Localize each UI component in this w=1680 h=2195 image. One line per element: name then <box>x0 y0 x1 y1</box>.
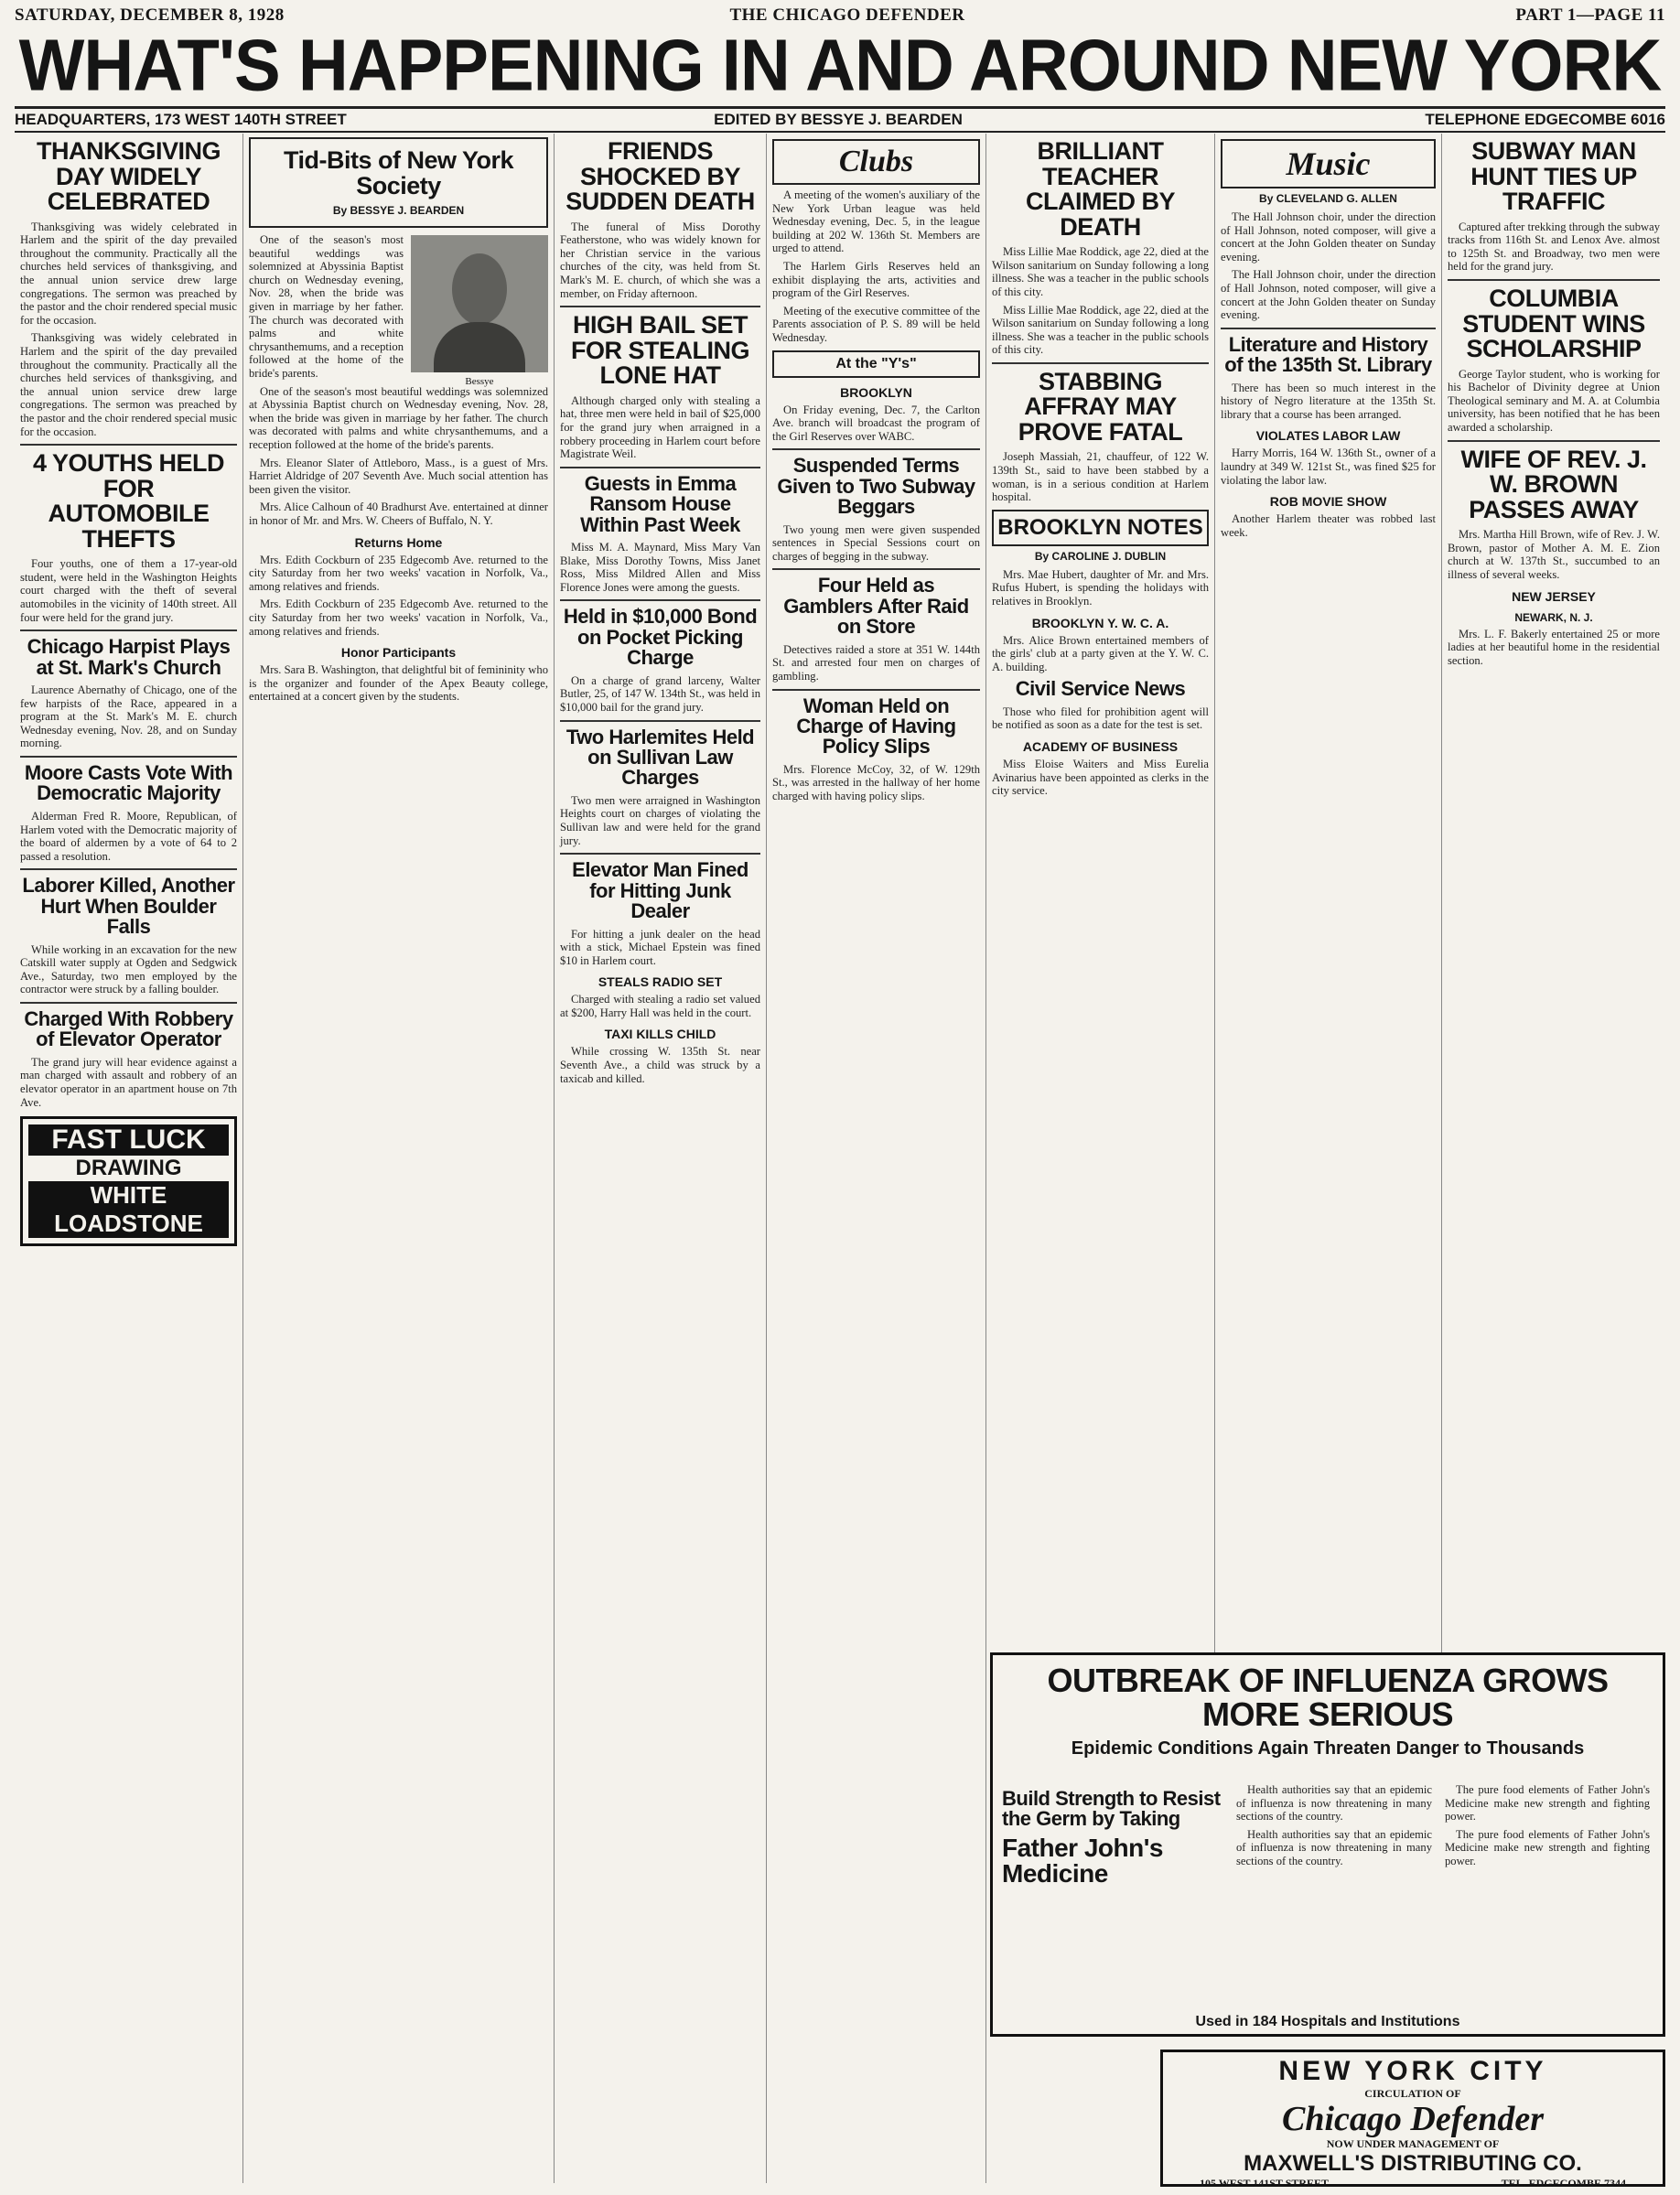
influenza-headline: OUTBREAK OF INFLUENZA GROWS MORE SERIOUS <box>1047 1662 1609 1733</box>
article-wedding: One of the season's most beautiful weddings was solemnized at Abyssinia Baptist church on Wednesday evening, Nov. 28, when the bride was given in marriage by her father. The church was decorated with palms and white chrysanthemums, and a reception followed at the home of the bride's parents. <box>249 233 404 380</box>
divider <box>560 720 760 722</box>
father-johns-brand: Father John's Medicine <box>1002 1833 1163 1888</box>
society-box <box>249 137 548 228</box>
subhead-radio: STEALS RADIO SET <box>598 974 723 990</box>
article-teacher-2: Miss Lillie Mae Roddick, age 22, died at the Wilson sanitarium on Sunday following a long illness. She was a teacher in the public schools of this city. <box>992 303 1209 357</box>
divider <box>20 629 237 631</box>
article-stabbing: Joseph Massiah, 21, chauffeur, of 122 W. 139th St., said to have been stabbed by a woman, is in a serious condition at Harlem hospital. <box>992 450 1209 504</box>
headline-friends: FRIENDS SHOCKED BY SUDDEN DEATH <box>565 137 755 216</box>
paper-name: THE CHICAGO DEFENDER <box>729 5 965 25</box>
article-labor: Harry Morris, 164 W. 136th St., owner of a laundry at 349 W. 121st St., was fined $25 for violating the labor law. <box>1221 447 1436 487</box>
headline-youths: 4 YOUTHS HELD FOR AUTOMOBILE THEFTS <box>32 449 225 553</box>
influenza-text-2: The pure food elements of Father John's Medicine make new strength and fighting power. <box>1445 1783 1650 1824</box>
article-slater: Mrs. Eleanor Slater of Attleboro, Mass., is a guest of Mrs. Harriet Aldridge of 207 Seventh Ave. Much social attention has been given the visitor. <box>249 456 548 496</box>
divider <box>772 568 980 570</box>
divider <box>992 362 1209 364</box>
column-3 <box>555 134 767 2183</box>
headline-sullivan: Two Harlemites Held on Sullivan Law Charges <box>565 725 755 790</box>
portrait-face <box>452 253 507 325</box>
influenza-text-1b: Health authorities say that an epidemic of influenza is now threatening in many sections of the country. <box>1236 1827 1432 1867</box>
headline-moore: Moore Casts Vote With Democratic Majority <box>24 761 233 805</box>
divider <box>560 467 760 468</box>
divider <box>1448 440 1660 442</box>
ad-line-3: WHITE LOADSTONE <box>28 1181 229 1238</box>
subhead-academy: ACADEMY OF BUSINESS <box>1022 739 1179 755</box>
article-columbia: George Taylor student, who is working for his Bachelor of Divinity degree at Union Theological seminary and M. A. at Columbia university, has been notified that he has been awarded a scholarship. <box>1448 367 1660 434</box>
headline-laborer: Laborer Killed, Another Hurt When Boulder Falls <box>22 874 235 939</box>
influenza-right <box>1445 1783 1650 1873</box>
nyc-company: MAXWELL'S DISTRIBUTING CO. <box>1244 2151 1582 2176</box>
article-civil-service: Those who filed for prohibition agent will be notified as soon as a date for the test is set. <box>992 705 1209 732</box>
portrait-photo <box>411 235 548 388</box>
column-7 <box>1442 134 1665 1652</box>
issue-date: SATURDAY, DECEMBER 8, 1928 <box>15 5 285 25</box>
divider <box>772 689 980 691</box>
divider <box>1221 328 1436 329</box>
column-1 <box>15 134 243 2183</box>
article-subway: Captured after trekking through the subway tracks from 116th St. and Lenox Ave. almost to 125th St. and Broadway, two men were held for the grand jury. <box>1448 220 1660 274</box>
ys-banner: At the "Y's" <box>772 350 980 378</box>
nyc-telephone: TEL. EDGECOMBE 7344 <box>1501 2177 1626 2190</box>
page-number: PART 1—PAGE 11 <box>1515 5 1665 25</box>
nyc-address: 105 WEST 141ST STREET <box>1200 2177 1330 2190</box>
influenza-text-2b: The pure food elements of Father John's Medicine make new strength and fighting power. <box>1445 1827 1650 1867</box>
article-bond: On a charge of grand larceny, Walter Butler, 25, of 147 W. 134th St., was held in $10,000 bail for the grand jury. <box>560 673 760 714</box>
ad-line-2: DRAWING <box>75 1156 182 1181</box>
influenza-left <box>1002 1783 1222 1893</box>
headline-columbia: COLUMBIA STUDENT WINS SCHOLARSHIP <box>1462 284 1645 363</box>
byline-society: By BESSYE J. BEARDEN <box>332 204 465 218</box>
headline-society: Tid-Bits of New York Society <box>283 146 514 199</box>
divider <box>20 1002 237 1004</box>
article-urban-league: A meeting of the women's auxiliary of the New York Urban league was held Wednesday evening, Dec. 5, in the league building at 202 W. 136th St. Members are urged to attend. <box>772 188 980 255</box>
article-girl-reserves: The Harlem Girls Reserves held an exhibit displaying the arts, activities and program of the Girl Reserves. <box>772 259 980 300</box>
influenza-ad <box>990 1652 1665 2037</box>
subhead-brooklyn: BROOKLYN <box>840 384 912 400</box>
article-hall-johnson-2: The Hall Johnson choir, under the direction of Hall Johnson, noted composer, will give a concert at the John Golden theater on Sunday evening. <box>1221 268 1436 322</box>
headline-gamblers: Four Held as Gamblers After Raid on Store <box>783 574 969 639</box>
portrait-body <box>434 322 525 372</box>
article-robbery: The grand jury will hear evidence against a man charged with assault and robbery of an elevator operator in an apartment house on 7th Ave. <box>20 1055 237 1109</box>
photo-caption: Bessye <box>465 376 494 388</box>
influenza-subhead: Epidemic Conditions Again Threaten Danger to Thousands <box>1071 1738 1585 1759</box>
article-carlton: On Friday evening, Dec. 7, the Carlton Ave. branch will broadcast the program of the Girl Reserves over WABC. <box>772 403 980 443</box>
column-6 <box>1215 134 1442 1652</box>
subhead-ywca: BROOKLYN Y. W. C. A. <box>1031 615 1169 630</box>
masthead: WHAT'S HAPPENING IN AND AROUND NEW YORK <box>18 24 1662 107</box>
headline-wife: WIFE OF REV. J. W. BROWN PASSES AWAY <box>1460 445 1647 523</box>
brooklyn-notes-banner: BROOKLYN NOTES <box>992 510 1209 546</box>
headline-ransom: Guests in Emma Ransom House Within Past Week <box>580 471 740 536</box>
article-elevator: For hitting a junk dealer on the head with a stick, Michael Epstein was fined $10 in Harlem court. <box>560 927 760 967</box>
editor-line: EDITED BY BESSYE J. BEARDEN <box>714 111 963 128</box>
article-thanksgiving: Thanksgiving was widely celebrated in Harlem and the spirit of the day prevailed throughout the community. Practically all the churches held services of thanksgiving, and the annual union service drew large congregations. The sermon was preached by the pastor and the choir rendered special music for the occasion. <box>20 220 237 327</box>
article-policy: Mrs. Florence McCoy, 32, of W. 129th St., was arrested in the hallway of her home charged with having policy slips. <box>772 762 980 802</box>
article-parents: Meeting of the executive committee of the Parents association of P. S. 89 will be held Wednesday. <box>772 304 980 344</box>
article-beggars: Two young men were given suspended sentences in Special Sessions court on charges of begging in the subway. <box>772 522 980 563</box>
subhead-returns: Returns Home <box>354 534 443 550</box>
article-laborer: While working in an excavation for the new Catskill water supply at Ogden and Sedgwick Ave., Saturday, two men employed by the contractor were struck by a falling boulder. <box>20 942 237 996</box>
column-5 <box>986 134 1215 1652</box>
article-cockburn-2: Mrs. Edith Cockburn of 235 Edgecomb Ave. returned to the city Saturday from her two weeks' vacation in Norfolk, Va., among relatives and friends. <box>249 597 548 638</box>
article-library: There has been so much interest in the history of Negro literature at the 135th St. library that a course has been arranged. <box>1221 381 1436 421</box>
article-thanksgiving-2: Thanksgiving was widely celebrated in Harlem and the spirit of the day prevailed throughout the community. Practically all the churches held services of thanksgiving, and the annual union service drew large congregations. The sermon was preached by the pastor and the choir rendered special music for the occasion. <box>20 331 237 438</box>
article-ywca: Mrs. Alice Brown entertained members of the girls' club at a party given at the Y. W. C. A. building. <box>992 633 1209 673</box>
article-hubert: Mrs. Mae Hubert, daughter of Mr. and Mrs. Rufus Hubert, is spending the holidays with relatives in Brooklyn. <box>992 567 1209 608</box>
headline-bond: Held in $10,000 Bond on Pocket Picking Charge <box>563 605 758 670</box>
article-teacher: Miss Lillie Mae Roddick, age 22, died at the Wilson sanitarium on Sunday following a long illness. She was a teacher in the public schools of this city. <box>992 245 1209 298</box>
article-bail: Although charged only with stealing a hat, three men were held in bail of $25,000 for the grand jury when arraigned in a robbery proceeding in Harlem court before Magistrate Weil. <box>560 393 760 461</box>
headline-harpist: Chicago Harpist Plays at St. Mark's Church <box>27 635 231 679</box>
article-ransom: Miss M. A. Maynard, Miss Mary Van Blake, Miss Dorothy Towns, Miss Janet Ross, Miss Mildred Allen and Miss Florence Jones were among the guests. <box>560 541 760 594</box>
divider <box>560 306 760 307</box>
nyc-contact <box>1163 2177 1663 2191</box>
subhead-movie: ROB MOVIE SHOW <box>1269 494 1387 510</box>
headline-library: Literature and History of the 135th St. Library <box>1224 332 1432 377</box>
nyc-paper-logo: Chicago Defender <box>1281 2100 1545 2138</box>
subhead-newark: NEWARK, N. J. <box>1514 610 1593 624</box>
headline-teacher: BRILLIANT TEACHER CLAIMED BY DEATH <box>1026 137 1175 241</box>
headline-stabbing: STABBING AFFRAY MAY PROVE FATAL <box>1018 367 1183 446</box>
influenza-footer: Used in 184 Hospitals and Institutions <box>1195 2014 1460 2029</box>
byline-music: By CLEVELAND G. ALLEN <box>1259 192 1397 205</box>
nyc-management: NOW UNDER MANAGEMENT OF <box>1326 2137 1500 2150</box>
headline-policy: Woman Held on Charge of Having Policy Slips <box>796 694 956 759</box>
divider <box>20 868 237 870</box>
article-hall-johnson: The Hall Johnson choir, under the direction of Hall Johnson, noted composer, will give a concert at the John Golden theater on Sunday evening. <box>1221 210 1436 264</box>
nyc-circulation-ad <box>1160 2050 1665 2190</box>
article-radio: Charged with stealing a radio set valued at $200, Harry Hall was held in the court. <box>560 993 760 1019</box>
influenza-text-1: Health authorities say that an epidemic of influenza is now threatening in many sections of the country. <box>1236 1783 1432 1824</box>
subhead-new-jersey: NEW JERSEY <box>1512 588 1596 604</box>
article-wife: Mrs. Martha Hill Brown, wife of Rev. J. W. Brown, pastor of Mother A. M. E. Zion church at W. 137th St., succumbed to an illness of several weeks. <box>1448 528 1660 581</box>
music-banner: Music <box>1221 139 1436 188</box>
article-wedding-2: One of the season's most beautiful weddings was solemnized at Abyssinia Baptist church on Wednesday evening, Nov. 28, when the bride was given in marriage by her father. The church was decorated with palms and white chrysanthemums, and a reception followed at the home of the bride's parents. <box>249 384 548 451</box>
article-newark: Mrs. L. F. Bakerly entertained 25 or more ladies at her beautiful home in the residential section. <box>1448 627 1660 667</box>
influenza-strength: Build Strength to Resist the Germ by Taking <box>1002 1787 1221 1831</box>
article-moore: Alderman Fred R. Moore, Republican, of Harlem voted with the Democratic majority of the board of aldermen by a vote of 64 to 2 passed a resolution. <box>20 809 237 863</box>
headline-robbery: Charged With Robbery of Elevator Operator <box>24 1006 233 1051</box>
ad-line-1: FAST LUCK <box>28 1124 229 1156</box>
article-youths: Four youths, one of them a 17-year-old student, were held in the Washington Heights court charged with the theft of several automobiles in the vicinity of 140th street. All four were held for the grand jury. <box>20 557 237 624</box>
article-gamblers: Detectives raided a store at 351 W. 144th St. and arrested four men on charges of gambling. <box>772 642 980 683</box>
divider <box>1448 279 1660 281</box>
headline-subway: SUBWAY MAN HUNT TIES UP TRAFFIC <box>1470 137 1637 216</box>
headline-elevator: Elevator Man Fined for Hitting Junk Dealer <box>572 858 748 923</box>
subhead-labor: VIOLATES LABOR LAW <box>1255 428 1401 444</box>
divider <box>560 853 760 855</box>
article-calhoun: Mrs. Alice Calhoun of 40 Bradhurst Ave. entertained at dinner in honor of Mr. and Mrs. W. Cheers of Buffalo, N. Y. <box>249 500 548 527</box>
headline-beggars: Suspended Terms Given to Two Subway Beggars <box>777 454 975 519</box>
influenza-middle <box>1236 1783 1432 1873</box>
headquarters: HEADQUARTERS, 173 WEST 140TH STREET <box>15 111 347 128</box>
divider <box>20 444 237 446</box>
sub-header <box>15 106 1665 133</box>
column-4 <box>767 134 986 2183</box>
nyc-circulation: CIRCULATION OF <box>1364 2087 1461 2100</box>
subhead-taxi: TAXI KILLS CHILD <box>604 1027 716 1042</box>
article-sullivan: Two men were arraigned in Washington Heights court on charges of violating the Sullivan law and were held for the grand jury. <box>560 793 760 847</box>
clubs-banner: Clubs <box>772 139 980 185</box>
divider <box>560 599 760 601</box>
column-2 <box>243 134 555 2183</box>
telephone: TELEPHONE EDGECOMBE 6016 <box>1425 111 1665 128</box>
article-taxi: While crossing W. 135th St. near Seventh Ave., a child was struck by a taxicab and killed. <box>560 1045 760 1085</box>
article-harpist: Laurence Abernathy of Chicago, one of the few harpists of the Race, appeared in a program at the St. Mark's M. E. church Wednesday evening, Nov. 28, and on Sunday morning. <box>20 683 237 750</box>
divider <box>20 756 237 758</box>
subhead-honor: Honor Participants <box>340 645 457 661</box>
article-academy: Miss Eloise Waiters and Miss Eurelia Avinarius have been appointed as clerks in the city service. <box>992 758 1209 798</box>
article-washington: Mrs. Sara B. Washington, that delightful bit of femininity who is the organizer and founder of the Apex Beauty college, entertained at a concert given by the students. <box>249 663 548 704</box>
headline-bail: HIGH BAIL SET FOR STEALING LONE HAT <box>571 311 749 390</box>
article-movie: Another Harlem theater was robbed last week. <box>1221 512 1436 539</box>
headline-civil-service: Civil Service News <box>1015 677 1186 701</box>
fast-luck-ad <box>20 1116 237 1246</box>
byline-brooklyn: By CAROLINE J. DUBLIN <box>1034 549 1167 563</box>
article-friends: The funeral of Miss Dorothy Featherstone, who was widely known for her Christian service in the various churches of the city, was held from St. Mark's M. E. church, of which she was a member, on Friday afternoon. <box>560 220 760 300</box>
nyc-title: NEW YORK CITY <box>1278 2056 1547 2086</box>
divider <box>772 448 980 450</box>
article-cockburn: Mrs. Edith Cockburn of 235 Edgecomb Ave. returned to the city Saturday from her two weeks' vacation in Norfolk, Va., among relatives and friends. <box>249 553 548 593</box>
headline-thanksgiving: THANKSGIVING DAY WIDELY CELEBRATED <box>36 137 221 216</box>
